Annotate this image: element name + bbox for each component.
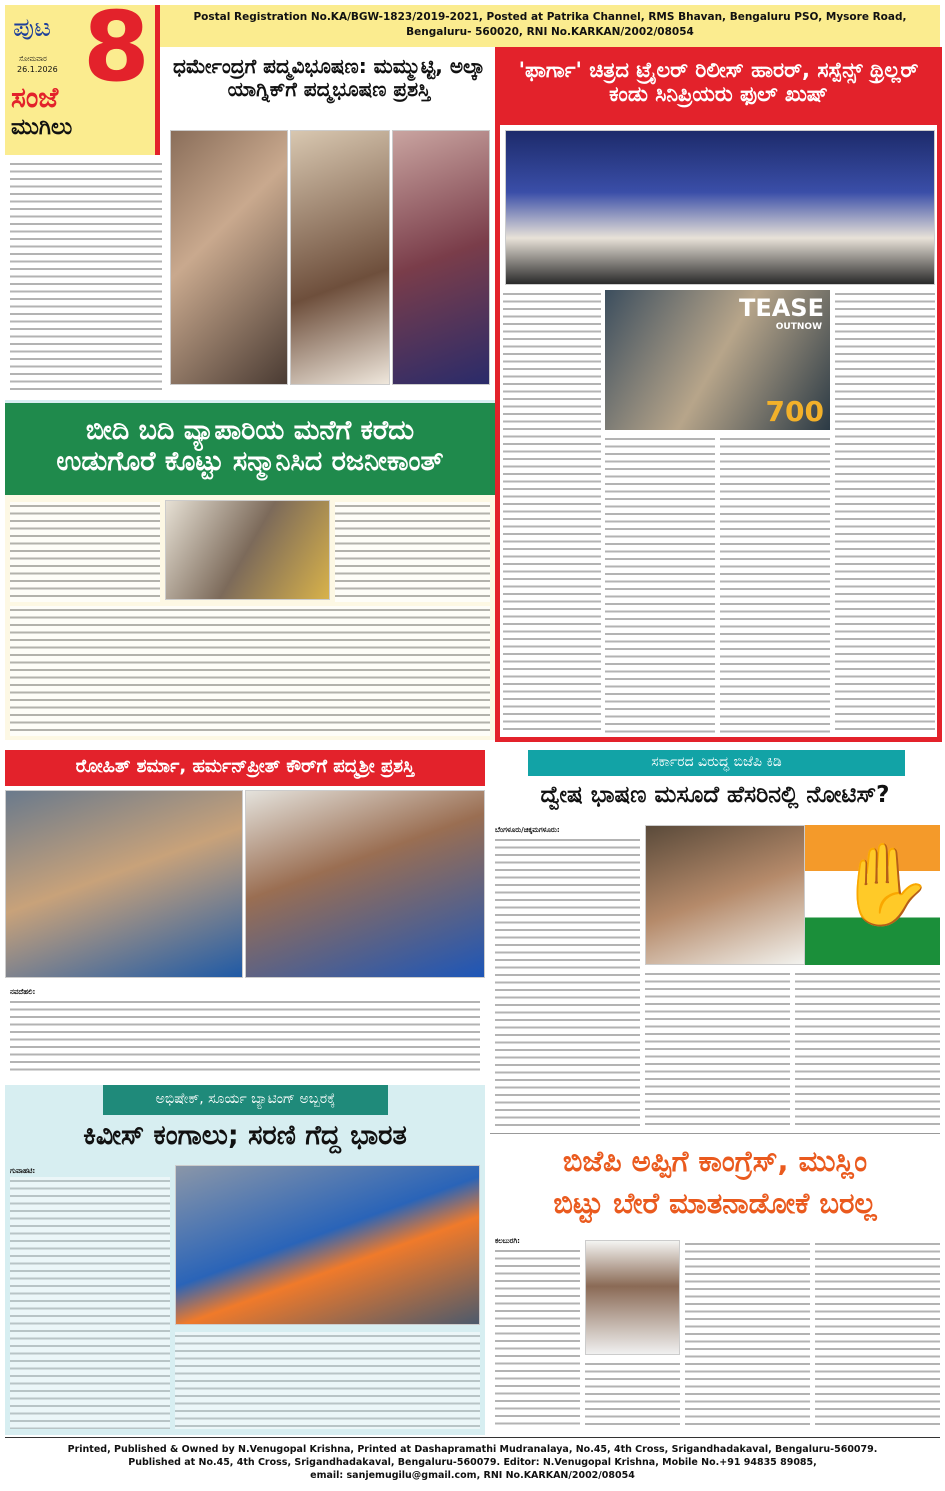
- faraga-poster: [605, 290, 830, 430]
- faraga-body-4: [835, 290, 935, 735]
- footer-line-3: email: sanjemugilu@gmail.com, RNI No.KARKAN/2002/08054: [310, 1470, 635, 1481]
- faraga-team-photo: [505, 130, 935, 285]
- cricket-body-1: [10, 1177, 170, 1429]
- notice-kicker: ಸರ್ಕಾರದ ವಿರುದ್ಧ ಬಿಜೆಪಿ ಕಿಡಿ: [528, 750, 905, 776]
- poster-title: TEASE: [738, 294, 824, 322]
- poster-sub: OUTNOW: [775, 322, 822, 332]
- paper-name-2: ಮುಗಿಲು: [11, 115, 73, 140]
- bjp-headline: [490, 1140, 940, 1224]
- rohit-photo: [5, 790, 243, 978]
- date: 26.1.2026: [17, 65, 58, 74]
- rajini-photo: [165, 500, 330, 600]
- top-banner: [160, 5, 940, 47]
- rajini-headline-2: ಉಡುಗೊರೆ ಕೊಟ್ಟು ಸನ್ಮಾನಿಸಿದ ರಜನೀಕಾಂತ್: [56, 446, 444, 478]
- bjp-body-3: [685, 1240, 810, 1430]
- padma-headline: ಧರ್ಮೇಂದ್ರಗೆ ಪದ್ಮವಿಭೂಷಣ: ಮಮ್ಮುಟ್ಟಿ, ಅಲ್ಕಾ ಯಾಗ್ನಿಕ್‌ಗೆ ಪದ್ಮಭೂಷಣ ಪ್ರಶಸ್ತಿ: [173, 54, 485, 101]
- notice-body-1: [495, 836, 640, 1126]
- notice-body-2: [645, 970, 790, 1125]
- congress-hand-flag: [805, 825, 940, 965]
- footer: [0, 1443, 945, 1482]
- politician-photo: [645, 825, 805, 965]
- cricket-photo: [175, 1165, 480, 1325]
- cricket-body-2: [175, 1332, 480, 1429]
- bjp-body-4: [815, 1240, 940, 1430]
- bjp-leader-photo: [585, 1240, 680, 1355]
- masthead: [5, 0, 160, 155]
- rajini-body-2: [335, 502, 490, 602]
- rajini-body-1: [10, 502, 160, 602]
- footer-line-1: Printed, Published & Owned by N.Venugopal Krishna, Printed at Dashapramathi Mudranalaya, No.45, 4th Cross, Srigandhadakaval, Bengaluru-560079.: [67, 1444, 878, 1455]
- page-number: 8: [83, 0, 150, 103]
- hand-icon: ✋: [835, 838, 935, 931]
- faraga-body-2: [605, 435, 715, 735]
- cricket-headline: ಕಿವೀಸ್ ಕಂಗಾಲು; ಸರಣಿ ಗೆದ್ದ ಭಾರತ: [83, 1120, 407, 1151]
- bjp-headline-1: ಬಿಜೆಪಿ ಅಪ್ಪಿಗೆ ಕಾಂಗ್ರೆಸ್, ಮುಸ್ಲಿಂ: [562, 1144, 868, 1178]
- footer-rule: [5, 1437, 940, 1438]
- notice-body-3: [795, 970, 940, 1125]
- bjp-body-1: [495, 1247, 580, 1430]
- alka-photo: [392, 130, 490, 385]
- rohit-body: [10, 998, 480, 1073]
- dharmendra-photo: [170, 130, 288, 385]
- rohit-dateline: ನವದೆಹಲಿ:: [10, 988, 36, 996]
- page-label: ಪುಟ: [13, 13, 52, 43]
- faraga-headline: 'ಫಾರ್ಗಾ' ಚಿತ್ರದ ಟ್ರೈಲರ್ ರಿಲೀಸ್ ಹಾರರ್, ಸಸ್ಪೆನ್ಸ್ ಥ್ರಿಲ್ಲರ್ ಕಂಡು ಸಿನಿಪ್ರಿಯರು ಫುಲ್ ಖುಷ್: [498, 50, 939, 125]
- bjp-dateline: ಕಲಬುರಗಿ:: [495, 1237, 520, 1245]
- rajini-body-3: [10, 606, 490, 736]
- rohit-headline: ರೋಹಿತ್ ಶರ್ಮಾ, ಹರ್ಮನ್‌ಪ್ರೀತ್ ಕೌರ್‌ಗೆ ಪದ್ಮಶ್ರೀ ಪ್ರಶಸ್ತಿ: [5, 750, 485, 786]
- postal-line-1: Postal Registration No.KA/BGW-1823/2019-2021, Posted at Patrika Channel, RMS Bhavan, Bengaluru PSO, Mysore Road,: [193, 11, 907, 23]
- rajini-headline: [5, 400, 495, 495]
- mammootty-photo: [290, 130, 390, 385]
- notice-dateline: ಬೆಂಗಳೂರು/ಚಿಕ್ಕಮಗಳೂರು:: [495, 826, 560, 834]
- cricket-dateline: ಗುವಾಹಟಿ:: [10, 1167, 36, 1175]
- faraga-body-1: [503, 290, 601, 735]
- day: ಸೋಮವಾರ: [19, 55, 47, 63]
- harmanpreet-photo: [245, 790, 485, 978]
- notice-headline: ದ್ವೇಷ ಭಾಷಣ ಮಸೂದೆ ಹೆಸರಿನಲ್ಲಿ ನೋಟಿಸ್?: [540, 782, 890, 808]
- bjp-body-2: [585, 1360, 680, 1430]
- padma-body: [10, 160, 162, 392]
- footer-line-2: Published at No.45, 4th Cross, Srigandhadakaval, Bengaluru-560079. Editor: N.Venugopal Krishna, Mobile No.+91 94835 89085,: [128, 1457, 817, 1468]
- faraga-body-3: [720, 435, 830, 735]
- bjp-divider: [490, 1133, 940, 1134]
- bjp-headline-2: ಬಿಟ್ಟು ಬೇರೆ ಮಾತನಾಡೋಕೆ ಬರಲ್ಲ: [553, 1186, 877, 1221]
- rajini-headline-1: ಬೀದಿ ಬದಿ ವ್ಯಾಪಾರಿಯ ಮನೆಗೆ ಕರೆದು: [85, 415, 415, 446]
- cricket-kicker: ಅಭಿಷೇಕ್, ಸೂರ್ಯ ಬ್ಯಾಟಿಂಗ್ ಅಬ್ಬರಕ್ಕೆ: [103, 1085, 388, 1115]
- paper-name-1: ಸಂಜೆ: [11, 81, 59, 114]
- postal-line-2: Bengaluru- 560020, RNI No.KARKAN/2002/08054: [406, 26, 694, 38]
- poster-count: 700: [765, 395, 824, 428]
